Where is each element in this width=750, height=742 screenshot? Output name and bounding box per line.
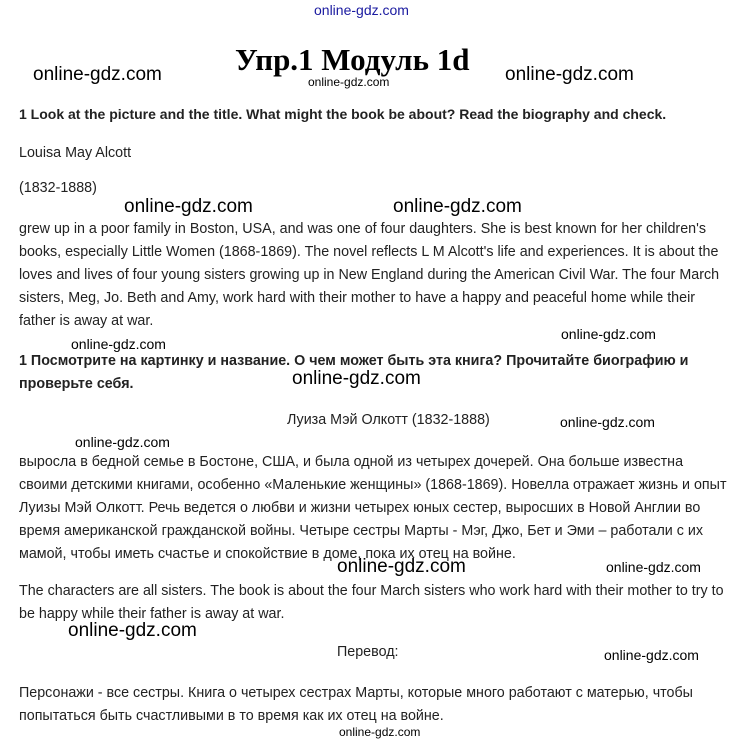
watermark: online-gdz.com bbox=[505, 64, 634, 85]
watermark: online-gdz.com bbox=[292, 368, 421, 389]
watermark: online-gdz.com bbox=[393, 196, 522, 217]
author-name: Louisa May Alcott bbox=[19, 145, 132, 161]
watermark: online-gdz.com bbox=[604, 647, 699, 663]
watermark: online-gdz.com bbox=[606, 559, 701, 575]
page-title: Упр.1 Модуль 1d bbox=[235, 42, 470, 77]
answer-russian: Персонажи - все сестры. Книга о четырех сестрах Марты, которые много работают с матерью, чтобы попытаться быть счастливыми в то время как их отец на войне. bbox=[19, 685, 693, 724]
watermark: online-gdz.com bbox=[124, 196, 253, 217]
translation-label: Перевод: bbox=[337, 644, 399, 660]
watermark: online-gdz.com bbox=[561, 326, 656, 342]
watermark: online-gdz.com bbox=[339, 725, 421, 739]
watermark: online-gdz.com bbox=[33, 64, 162, 85]
watermark: online-gdz.com bbox=[560, 414, 655, 430]
author-years: (1832-1888) bbox=[19, 180, 97, 196]
watermark: online-gdz.com bbox=[75, 434, 170, 450]
author-russian: Луиза Мэй Олкотт (1832-1888) bbox=[287, 412, 490, 428]
task-russian: 1 Посмотрите на картинку и название. О чем может быть эта книга? Прочитайте биографию и проверьте себя. bbox=[19, 353, 689, 392]
watermark: online-gdz.com bbox=[68, 620, 197, 641]
watermark: online-gdz.com bbox=[71, 336, 166, 352]
watermark: online-gdz.com bbox=[308, 75, 390, 89]
answer-english: The characters are all sisters. The book is about the four March sisters who work hard with their mother to try to be happy while their father is away at war. bbox=[19, 583, 724, 622]
biography-english: grew up in a poor family in Boston, USA, and was one of four daughters. She is best known for her children's books, especially Little Women (1868-1869). The novel reflects L M Alcott's life and experiences. It is about the loves and lives of four young sisters growing up in New England during the American Civil War. The four March sisters, Meg, Jo. Beth and Amy, work hard with their mother to have a happy and peaceful home while their father is away at war. bbox=[19, 221, 720, 329]
biography-russian: выросла в бедной семье в Бостоне, США, и была одной из четырех дочерей. Она больше известна своими детскими книгами, особенно «Маленькие женщины» (1868-1869). Новелла отражает жизнь и опыт Луизы Мэй Олкотт. Речь ведется о любви и жизни четырех юных сестер, выросших в Новой Англии во время американской гражданской войны. Четыре сестры Марты - Мэг, Джо, Бет и Эми – работали с их мамой, чтобы иметь счастье и спокойствие в доме, пока их отец на войне. bbox=[19, 454, 727, 562]
watermark: online-gdz.com bbox=[337, 556, 466, 577]
watermark-top: online-gdz.com bbox=[314, 2, 409, 18]
task-english: 1 Look at the picture and the title. What might the book be about? Read the biography and check. bbox=[19, 106, 667, 122]
